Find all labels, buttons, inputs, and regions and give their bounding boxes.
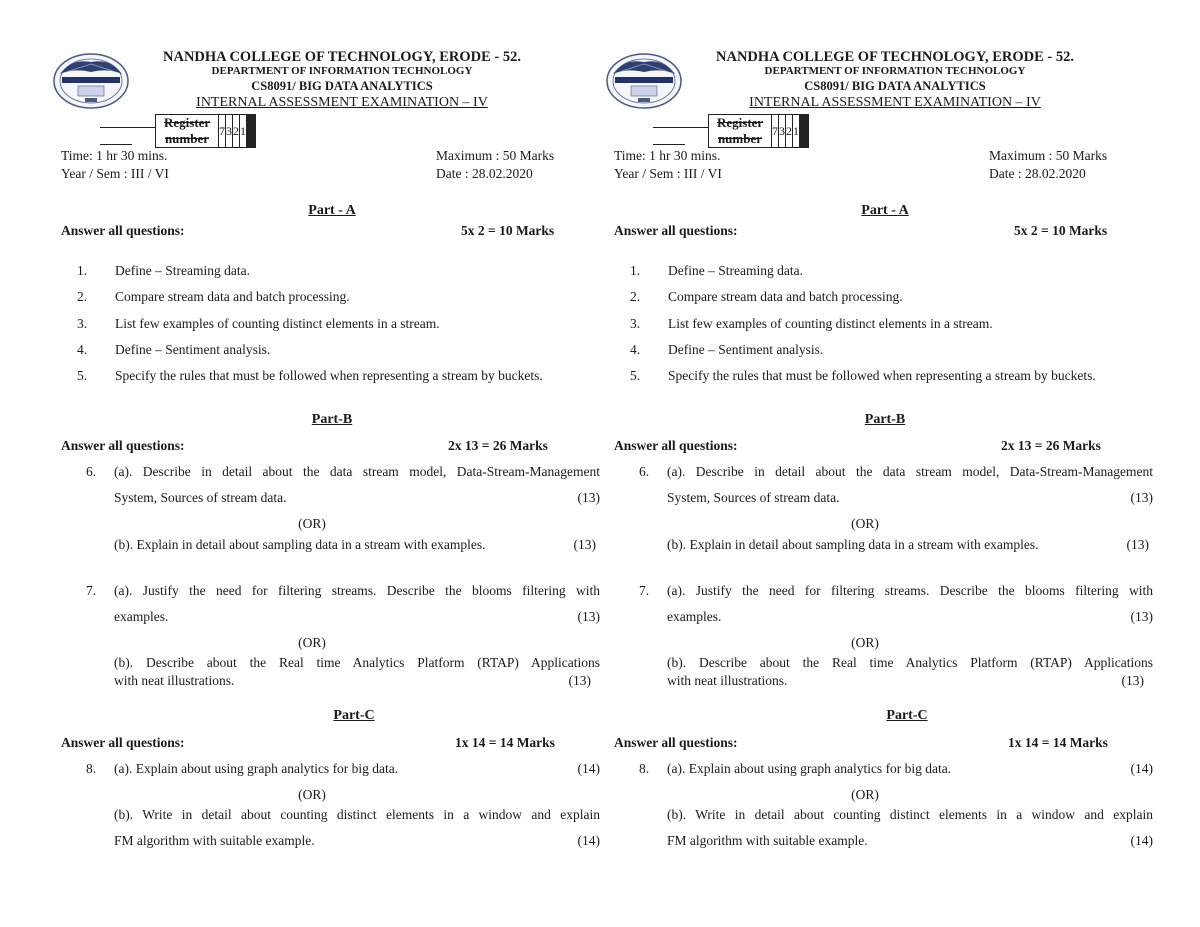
part-b-title: Part-B <box>864 412 906 427</box>
part-a-instruction: Answer all questions: <box>61 223 185 238</box>
department-name: DEPARTMENT OF INFORMATION TECHNOLOGY <box>211 65 473 77</box>
question-text: Compare stream data and batch processing. <box>115 289 350 305</box>
divider <box>653 127 709 128</box>
or-separator: (OR) <box>851 787 879 802</box>
question-text: Define – Streaming data. <box>115 263 250 278</box>
maximum-marks: Maximum : 50 Marks <box>436 148 555 163</box>
question-6a-line-2 <box>667 490 1153 506</box>
department-name: DEPARTMENT OF INFORMATION TECHNOLOGY <box>764 65 1026 77</box>
course-title: CS8091/ BIG DATA ANALYTICS <box>804 79 986 93</box>
question-number: 5. <box>77 368 88 384</box>
part-b-instruction: Answer all questions: <box>61 438 185 453</box>
question-text: (b). Explain in detail about sampling data in a stream with examples. <box>114 537 486 552</box>
or-separator: (OR) <box>851 516 879 531</box>
divider <box>653 144 685 145</box>
question-text: Define – Streaming data. <box>668 263 803 278</box>
question-text: (a). Explain about using graph analytics for big data. <box>667 761 952 776</box>
question-number: 4. <box>630 341 641 357</box>
question-8b-line-1: (b). Write in detail about counting distinct elements in a window and explain <box>667 807 1153 822</box>
question-text: with neat illustrations. <box>114 673 235 688</box>
question-marks: (13) <box>1126 537 1149 552</box>
or-separator: (OR) <box>298 787 326 802</box>
part-c-marks: 1x 14 = 14 Marks <box>455 735 555 750</box>
exam-meta-right <box>989 147 1107 183</box>
exam-meta-left <box>61 147 169 183</box>
question-marks: (13) <box>577 609 600 624</box>
or-separator: (OR) <box>298 516 326 531</box>
question-7b-line-1: (b). Describe about the Real time Analytics Platform (RTAP) Applications <box>667 655 1153 670</box>
exam-duration: Time: 1 hr 30 mins. <box>61 148 168 163</box>
question-7a-line-2 <box>114 609 600 625</box>
question-marks: (13) <box>573 537 596 552</box>
part-a-question-list <box>630 258 1130 389</box>
question-marks: (14) <box>1130 833 1153 848</box>
question-8a <box>667 761 1153 777</box>
question-text: System, Sources of stream data. <box>667 490 840 505</box>
register-number-label: Register number <box>156 115 219 148</box>
list-item <box>630 258 1130 284</box>
exam-duration: Time: 1 hr 30 mins. <box>614 148 721 163</box>
part-b-marks: 2x 13 = 26 Marks <box>1001 438 1101 453</box>
part-c-instruction: Answer all questions: <box>61 735 185 750</box>
question-7b-line-1: (b). Describe about the Real time Analytics Platform (RTAP) Applications <box>114 655 600 670</box>
question-number: 6. <box>86 464 97 479</box>
part-b-instruction: Answer all questions: <box>614 438 738 453</box>
part-a-question-list <box>77 258 577 389</box>
register-digit-cell: 7 <box>771 115 778 148</box>
part-b-marks: 2x 13 = 26 Marks <box>448 438 548 453</box>
exam-date: Date : 28.02.2020 <box>989 166 1086 181</box>
part-a-marks: 5x 2 = 10 Marks <box>1014 223 1108 238</box>
question-marks: (13) <box>1130 609 1153 624</box>
question-number: 7. <box>86 583 97 598</box>
question-8b-line-2 <box>667 833 1153 849</box>
list-item <box>630 284 1130 310</box>
question-number: 4. <box>77 341 88 357</box>
question-text: Specify the rules that must be followed when representing a stream by buckets. <box>668 368 1096 384</box>
year-semester: Year / Sem : III / VI <box>614 166 722 181</box>
part-a-instruction: Answer all questions: <box>614 223 738 238</box>
list-item <box>77 311 577 337</box>
question-marks: (13) <box>577 490 600 505</box>
exam-title: INTERNAL ASSESSMENT EXAMINATION – IV <box>196 95 488 110</box>
question-number: 2. <box>77 289 88 305</box>
question-6a-line-1: (a). Describe in detail about the data stream model, Data-Stream-Management <box>114 464 600 479</box>
question-number: 7. <box>639 583 650 598</box>
list-item <box>630 337 1130 363</box>
exam-meta-right <box>436 147 554 183</box>
register-number-table <box>155 114 256 148</box>
register-number-table <box>708 114 809 148</box>
exam-meta-left <box>614 147 722 183</box>
list-item <box>630 363 1130 389</box>
list-item <box>77 284 577 310</box>
part-a-title: Part - A <box>308 203 356 218</box>
question-marks: (13) <box>1130 490 1153 505</box>
college-name: NANDHA COLLEGE OF TECHNOLOGY, ERODE - 52. <box>163 49 521 65</box>
course-title: CS8091/ BIG DATA ANALYTICS <box>251 79 433 93</box>
question-text: Compare stream data and batch processing. <box>668 289 903 305</box>
question-7b-line-2 <box>667 673 1144 689</box>
register-digit-cell: 2 <box>232 115 239 148</box>
exam-date: Date : 28.02.2020 <box>436 166 533 181</box>
part-c-title: Part-C <box>333 708 375 723</box>
question-7a-line-1: (a). Justify the need for filtering streams. Describe the blooms filtering with <box>114 583 600 598</box>
question-text: FM algorithm with suitable example. <box>114 833 315 848</box>
question-marks: (14) <box>577 761 600 776</box>
list-item <box>77 258 577 284</box>
question-text: Define – Sentiment analysis. <box>668 341 824 357</box>
question-7b-line-2 <box>114 673 591 689</box>
question-marks: (13) <box>1121 673 1144 688</box>
question-7a-line-1: (a). Justify the need for filtering streams. Describe the blooms filtering with <box>667 583 1153 598</box>
divider <box>100 127 156 128</box>
question-paper-left <box>52 0 612 927</box>
question-text: Specify the rules that must be followed when representing a stream by buckets. <box>115 368 543 384</box>
maximum-marks: Maximum : 50 Marks <box>989 148 1108 163</box>
or-separator: (OR) <box>851 635 879 650</box>
college-name: NANDHA COLLEGE OF TECHNOLOGY, ERODE - 52. <box>716 49 1074 65</box>
exam-title: INTERNAL ASSESSMENT EXAMINATION – IV <box>749 95 1041 110</box>
question-number: 2. <box>630 289 641 305</box>
question-number: 6. <box>639 464 650 479</box>
question-text: List few examples of counting distinct elements in a stream. <box>668 315 993 331</box>
list-item <box>77 363 577 389</box>
question-text: List few examples of counting distinct elements in a stream. <box>115 315 440 331</box>
question-6a-line-2 <box>114 490 600 506</box>
question-7a-line-2 <box>667 609 1153 625</box>
register-digit-cell: 3 <box>225 115 232 148</box>
list-item <box>630 311 1130 337</box>
question-marks: (14) <box>577 833 600 848</box>
question-8b-line-2 <box>114 833 600 849</box>
question-marks: (13) <box>568 673 591 688</box>
question-text: examples. <box>667 609 722 624</box>
question-text: Define – Sentiment analysis. <box>115 341 271 357</box>
question-text: System, Sources of stream data. <box>114 490 287 505</box>
question-8a <box>114 761 600 777</box>
question-8b-line-1: (b). Write in detail about counting distinct elements in a window and explain <box>114 807 600 822</box>
part-a-marks: 5x 2 = 10 Marks <box>461 223 555 238</box>
register-digit-cell: 1 <box>792 115 799 148</box>
register-digit-cell <box>807 115 808 148</box>
year-semester: Year / Sem : III / VI <box>61 166 169 181</box>
question-6b <box>667 537 1149 553</box>
question-number: 8. <box>639 761 650 776</box>
part-b-title: Part-B <box>311 412 353 427</box>
register-digit-cell: 7 <box>218 115 225 148</box>
question-number: 3. <box>77 315 88 331</box>
question-number: 5. <box>630 368 641 384</box>
part-a-title: Part - A <box>861 203 909 218</box>
question-number: 8. <box>86 761 97 776</box>
register-digit-cell: 2 <box>785 115 792 148</box>
question-number: 1. <box>77 263 88 278</box>
part-c-title: Part-C <box>886 708 928 723</box>
part-c-marks: 1x 14 = 14 Marks <box>1008 735 1108 750</box>
divider <box>100 144 132 145</box>
question-6a-line-1: (a). Describe in detail about the data stream model, Data-Stream-Management <box>667 464 1153 479</box>
part-c-instruction: Answer all questions: <box>614 735 738 750</box>
question-marks: (14) <box>1130 761 1153 776</box>
question-6b <box>114 537 596 553</box>
register-number-label: Register number <box>709 115 772 148</box>
question-number: 3. <box>630 315 641 331</box>
question-text: FM algorithm with suitable example. <box>667 833 868 848</box>
question-text: (b). Explain in detail about sampling data in a stream with examples. <box>667 537 1039 552</box>
register-digit-cell: 1 <box>239 115 246 148</box>
or-separator: (OR) <box>298 635 326 650</box>
question-text: examples. <box>114 609 169 624</box>
question-paper-right <box>605 0 1165 927</box>
list-item <box>77 337 577 363</box>
question-text: (a). Explain about using graph analytics for big data. <box>114 761 399 776</box>
question-number: 1. <box>630 263 641 278</box>
register-digit-cell <box>254 115 255 148</box>
register-digit-cell: 3 <box>778 115 785 148</box>
question-text: with neat illustrations. <box>667 673 788 688</box>
